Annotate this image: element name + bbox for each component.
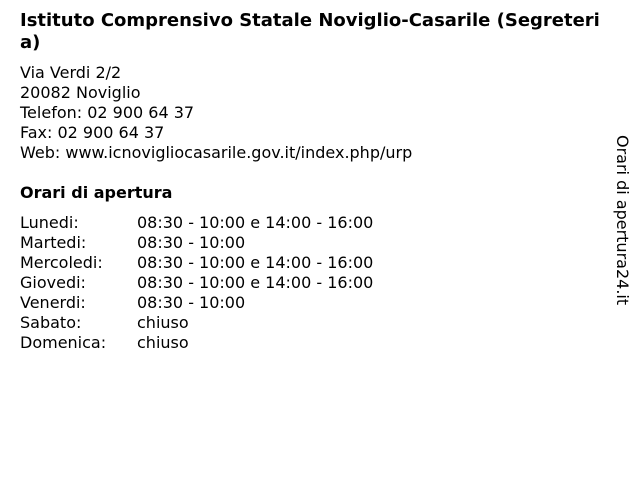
hours-row-martedi <box>20 233 373 253</box>
day-label: Lunedi: <box>20 213 79 232</box>
address-block <box>20 63 412 163</box>
time-value: chiuso <box>137 333 189 352</box>
day-label: Domenica: <box>20 333 107 352</box>
phone-number: Telefon: 02 900 64 37 <box>20 103 195 122</box>
site-watermark: Orari di apertura24.it <box>613 135 632 306</box>
day-label: Mercoledi: <box>20 253 103 272</box>
day-label: Sabato: <box>20 313 82 332</box>
hours-row-domenica <box>20 333 373 353</box>
time-value: 08:30 - 10:00 e 14:00 - 16:00 <box>137 273 374 292</box>
page-title: Istituto Comprensivo Statale Noviglio-Casarile (Segreteria) <box>20 10 600 53</box>
city-address: 20082 Noviglio <box>20 83 141 102</box>
day-label: Venerdi: <box>20 293 86 312</box>
street-address: Via Verdi 2/2 <box>20 63 122 82</box>
opening-hours-table <box>20 213 373 353</box>
hours-row-mercoledi <box>20 253 373 273</box>
day-label: Martedi: <box>20 233 87 252</box>
time-value: 08:30 - 10:00 e 14:00 - 16:00 <box>137 213 374 232</box>
hours-row-sabato <box>20 313 373 333</box>
time-value: 08:30 - 10:00 <box>137 233 246 252</box>
website: Web: www.icnovigliocasarile.gov.it/index.php/urp <box>20 143 413 162</box>
time-value: chiuso <box>137 313 189 332</box>
hours-row-giovedi <box>20 273 373 293</box>
day-label: Giovedi: <box>20 273 86 292</box>
hours-row-lunedi <box>20 213 373 233</box>
hours-row-venerdi <box>20 293 373 313</box>
time-value: 08:30 - 10:00 e 14:00 - 16:00 <box>137 253 374 272</box>
fax-number: Fax: 02 900 64 37 <box>20 123 165 142</box>
time-value: 08:30 - 10:00 <box>137 293 246 312</box>
hours-heading: Orari di apertura <box>20 183 173 202</box>
